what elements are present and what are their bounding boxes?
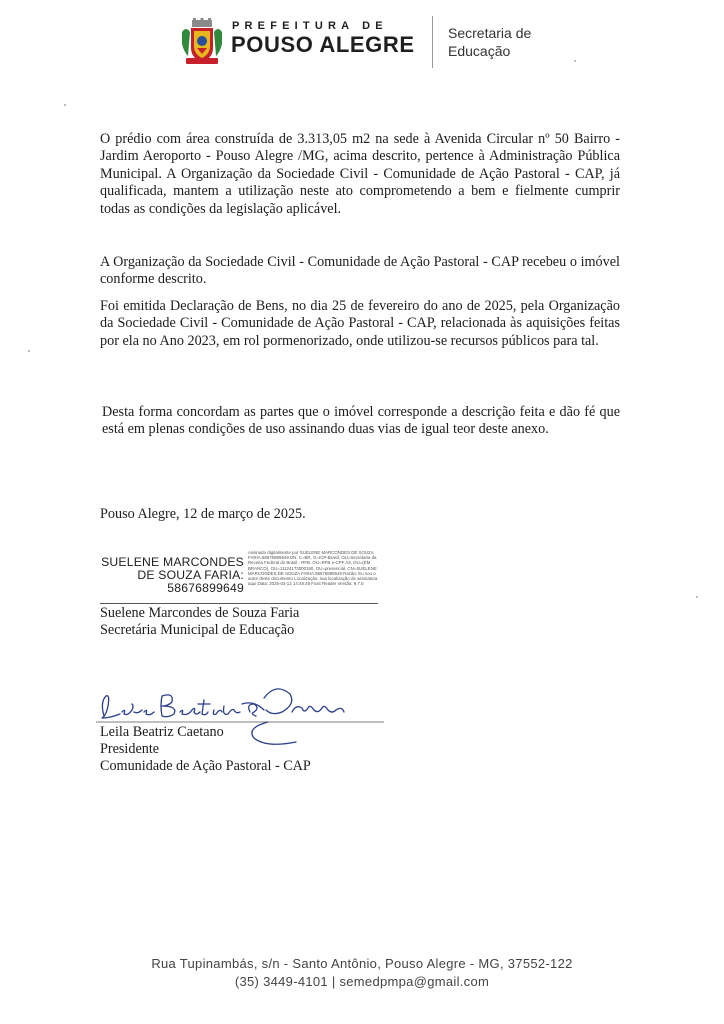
paragraph-building-description: O prédio com área construída de 3.313,05 m2 na sede à Avenida Circular nº 50 Bairro - Jardim Aeroporto - Pouso Alegre /MG, acima descrito, pertence à Administração Pública Municipal. A Organização da Sociedade Civil - Comunidade de Ação Pastoral - CAP, já qualificada, mantem a utilização neste ato comprometendo a bem e fielmente cumprir todas as condições da legislação aplicável. bbox=[100, 131, 620, 217]
scan-speck bbox=[574, 60, 576, 62]
scan-speck bbox=[64, 104, 66, 106]
signature-line-1 bbox=[100, 603, 378, 604]
signer-2-organization: Comunidade de Ação Pastoral - CAP bbox=[100, 758, 311, 774]
digital-signature-name-line3: 58676899649 bbox=[167, 581, 244, 596]
scan-speck bbox=[696, 596, 698, 598]
digital-signature-certificate: Assinado digitalmente por SUELENE MARCONDES DE SOUZA FARIA:58676899649 DN: C=BR, O=ICP-Brasil, OU=Secretaria da Receita Federal do Brasil - RFB, OU=RFB e-CPF A3, OU=(EM BRANCO), OU=11124173000180, OU=presencial, CN=SUELENE MARCONDES DE SOUZA FARIA:58676899649 Razão: Eu sou o autor deste documento Localização: sua localização de assinatura aqui Data: 2025-03-12 14:48:49 Foxit Reader Versão: 9.7.0 bbox=[248, 550, 378, 587]
municipal-coat-of-arms-icon bbox=[180, 18, 224, 66]
signer-1-name: Suelene Marcondes de Souza Faria bbox=[100, 605, 300, 621]
secretaria-label-line2: Educação bbox=[448, 43, 511, 59]
prefeitura-label: PREFEITURA DE bbox=[232, 20, 388, 32]
letterhead bbox=[180, 16, 560, 68]
signer-1-role: Secretária Municipal de Educação bbox=[100, 622, 295, 638]
secretaria-label-line1: Secretaria de bbox=[448, 25, 532, 41]
paragraph-asset-declaration: Foi emitida Declaração de Bens, no dia 25 de fevereiro do ano de 2025, pela Organização da Sociedade Civil - Comunidade de Ação Pastoral - CAP, relacionada às aquisições feitas por ela no Ano 2023, em rol pormenorizado, onde utilizou-se recursos públicos para tal. bbox=[100, 298, 620, 349]
place-date: Pouso Alegre, 12 de março de 2025. bbox=[100, 506, 306, 522]
paragraph-agreement: Desta forma concordam as partes que o imóvel corresponde a descrição feita e dão fé que está em plenas condições de uso assinando duas vias de igual teor deste anexo. bbox=[102, 404, 620, 438]
digital-signature-name-line2: DE SOUZA FARIA: bbox=[137, 568, 244, 583]
footer-contact: (35) 3449-4101 | semedpmpa@gmail.com bbox=[234, 974, 490, 989]
city-name: POUSO ALEGRE bbox=[231, 32, 415, 57]
signer-2-role: Presidente bbox=[100, 741, 160, 757]
digital-signature-name bbox=[84, 556, 244, 596]
scan-speck bbox=[28, 350, 30, 352]
footer-address: Rua Tupinambás, s/n - Santo Antônio, Pouso Alegre - MG, 37552-122 bbox=[151, 956, 573, 971]
signer-2-name: Leila Beatriz Caetano bbox=[100, 724, 224, 740]
header-divider bbox=[432, 16, 433, 68]
paragraph-property-received: A Organização da Sociedade Civil - Comunidade de Ação Pastoral - CAP recebeu o imóvel conforme descrito. bbox=[100, 254, 620, 288]
digital-signature-name-line1: SUELENE MARCONDES bbox=[101, 555, 244, 569]
